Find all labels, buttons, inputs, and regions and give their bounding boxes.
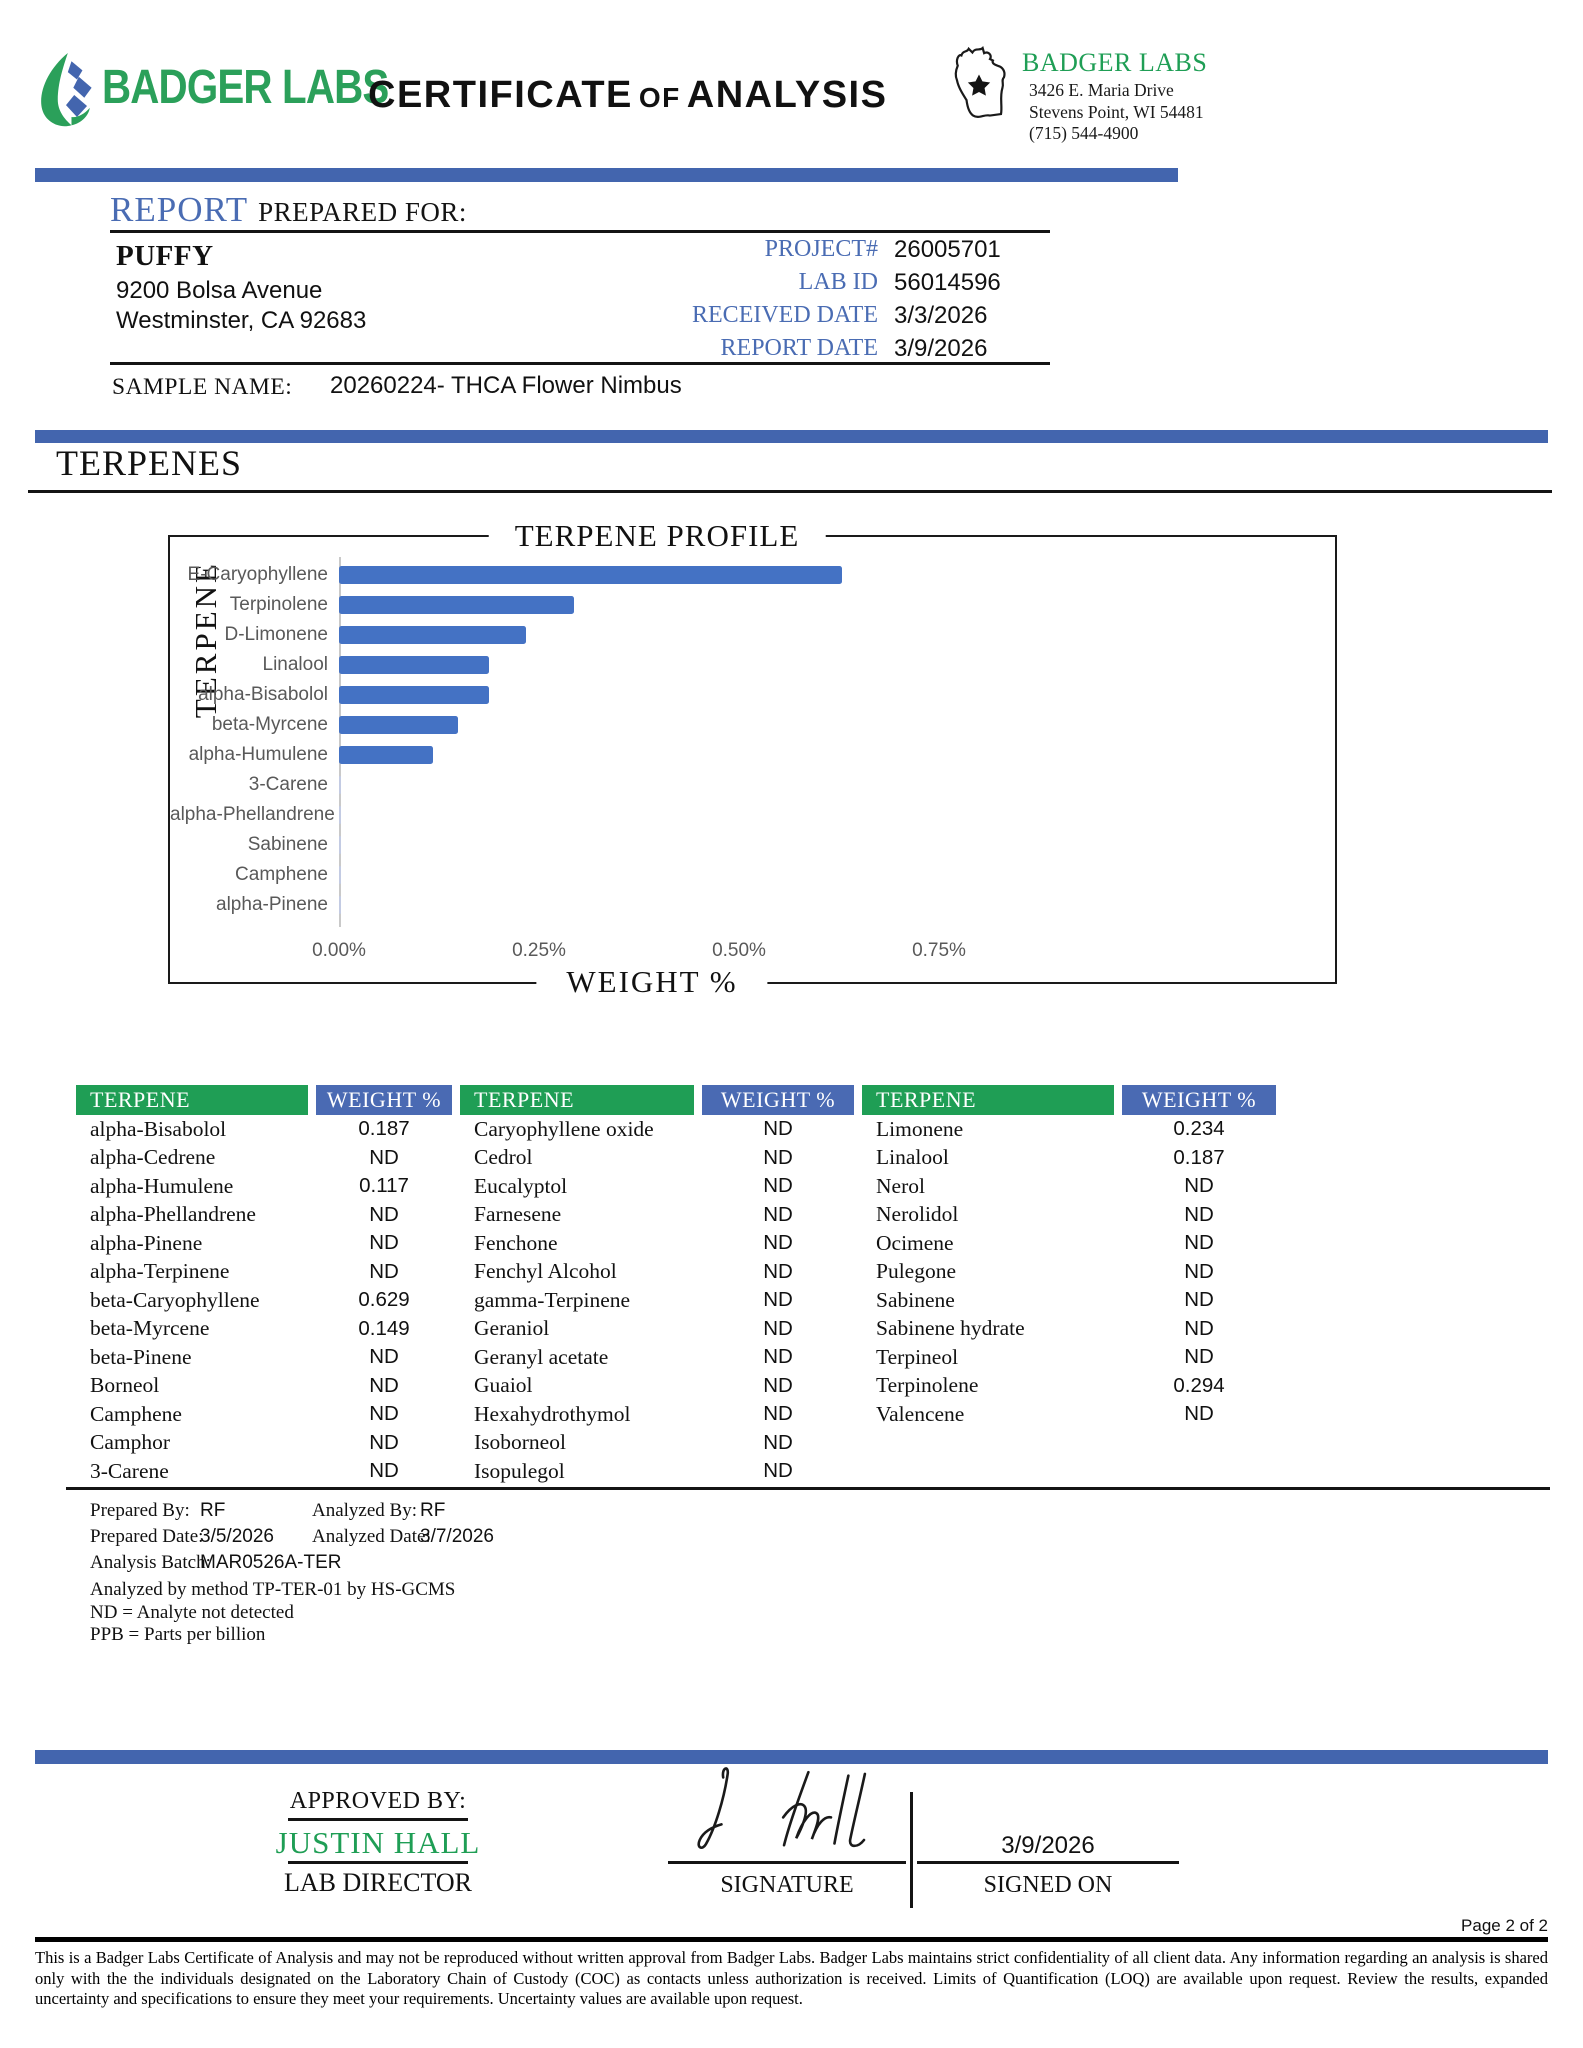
table-cell-terpene: Fenchone: [474, 1230, 558, 1255]
signature-handwriting: [678, 1760, 904, 1860]
table-cell-terpene: Isopulegol: [474, 1458, 565, 1483]
chart-bar-area: [339, 836, 1270, 854]
approved-by-rule: [288, 1818, 468, 1821]
project-number-value: 26005701: [894, 236, 1001, 263]
chart-y-axis-label: TERPENE: [188, 541, 224, 738]
table-cell-weight: 0.234: [1173, 1117, 1225, 1141]
chart-category-label: alpha-Humulene: [188, 744, 328, 765]
chart-x-tick-label: 0.00%: [312, 940, 366, 961]
section-underline: [28, 490, 1552, 493]
table-cell-terpene: [862, 1429, 1114, 1458]
table-cell-weight: ND: [369, 1231, 399, 1255]
chart-bar: [339, 776, 341, 794]
table-cell-weight: ND: [369, 1459, 399, 1483]
table-header-terpene: TERPENE: [862, 1085, 1114, 1115]
chart-bar: [339, 656, 489, 674]
table-cell-terpene: Fenchyl Alcohol: [474, 1259, 617, 1284]
chart-category-label: 3-Carene: [248, 774, 328, 795]
chart-row: [170, 650, 1270, 680]
signed-on-date: 3/9/2026: [1001, 1832, 1095, 1859]
table-cell-weight: ND: [369, 1202, 399, 1226]
table-cell-terpene: Eucalyptol: [474, 1173, 568, 1198]
table-cell-weight: ND: [763, 1231, 793, 1255]
chart-bar-area: [339, 656, 1270, 674]
chart-bar: [339, 686, 489, 704]
table-cell-terpene: Terpinolene: [876, 1373, 979, 1398]
document-title: [368, 74, 887, 117]
chart-bar: [339, 596, 574, 614]
chart-bar-area: [339, 896, 1270, 914]
table-cell-weight: ND: [763, 1459, 793, 1483]
table-header-weight: WEIGHT %: [316, 1085, 452, 1115]
chart-x-axis-label: WEIGHT %: [536, 964, 767, 1000]
table-cell-terpene: Ocimene: [876, 1230, 954, 1255]
approver-name: JUSTIN HALL: [275, 1825, 481, 1860]
table-cell-terpene: 3-Carene: [90, 1458, 169, 1483]
chart-bar: [339, 896, 341, 914]
report-label: REPORT: [110, 190, 249, 229]
divider: [110, 362, 1050, 365]
chart-row: [170, 620, 1270, 650]
chart-bar-area: [339, 626, 1270, 644]
chart-category-label: beta-Myrcene: [211, 714, 328, 735]
client-address-line2: Westminster, CA 92683: [116, 307, 367, 334]
title-word-certificate: CERTIFICATE: [368, 74, 633, 116]
table-cell-weight: ND: [1184, 1174, 1214, 1198]
nd-definition-note: ND = Analyte not detected: [90, 1602, 294, 1623]
table-cell-weight: ND: [369, 1373, 399, 1397]
chart-bar-area: [339, 596, 1270, 614]
chart-category-label: Sabinene: [247, 834, 328, 855]
sample-name-value: 20260224- THCA Flower Nimbus: [330, 372, 682, 399]
table-cell-weight: ND: [369, 1430, 399, 1454]
chart-x-tick-label: 0.50%: [712, 940, 766, 961]
prepared-for-label: PREPARED FOR:: [258, 197, 467, 227]
table-cell-terpene: Cedrol: [474, 1145, 533, 1170]
chart-bars-area: [170, 560, 1270, 920]
chart-bar-area: [339, 866, 1270, 884]
chart-row: [170, 740, 1270, 770]
title-word-of: OF: [638, 82, 681, 113]
lab-id-label: LAB ID: [798, 269, 878, 295]
footer-vertical-divider: [910, 1792, 913, 1908]
table-cell-weight: 0.149: [358, 1316, 410, 1340]
table-header-terpene: TERPENE: [460, 1085, 694, 1115]
table-cell-weight: ND: [763, 1202, 793, 1226]
chart-bar: [339, 806, 341, 824]
table-cell-weight: ND: [369, 1345, 399, 1369]
table-bottom-rule: [66, 1487, 1550, 1490]
chart-bar: [339, 716, 458, 734]
wisconsin-map-icon: [946, 38, 1012, 130]
chart-row: [170, 560, 1270, 590]
terpene-table-header: [76, 1085, 1276, 1115]
analysis-batch-label: Analysis Batch:: [90, 1552, 211, 1573]
client-name: PUFFY: [116, 240, 214, 272]
table-cell-terpene: Hexahydrothymol: [474, 1401, 631, 1426]
table-cell-terpene: alpha-Pinene: [90, 1230, 203, 1255]
prepared-by-label: Prepared By:: [90, 1500, 190, 1521]
signature-label: SIGNATURE: [720, 1872, 854, 1898]
chart-row: [170, 800, 1270, 830]
chart-bar-area: [339, 746, 1270, 764]
chart-category-label: Linalool: [262, 654, 328, 675]
table-cell-weight: 0.294: [1173, 1373, 1225, 1397]
analyzed-by-value: RF: [420, 1500, 446, 1521]
lab-address-line2: Stevens Point, WI 54481: [1029, 101, 1204, 122]
table-cell-weight: ND: [763, 1288, 793, 1312]
chart-bar-area: [339, 806, 1270, 824]
table-cell-weight: ND: [763, 1117, 793, 1141]
chart-row: [170, 830, 1270, 860]
chart-bar: [339, 566, 842, 584]
table-cell-weight: ND: [369, 1145, 399, 1169]
table-cell-terpene: Sabinene: [876, 1287, 955, 1312]
chart-bar-area: [339, 776, 1270, 794]
table-cell-weight: ND: [369, 1259, 399, 1283]
lab-address-line1: 3426 E. Maria Drive: [1029, 80, 1174, 100]
report-date-value: 3/9/2026: [894, 335, 988, 362]
footer-thick-rule: [35, 1937, 1548, 1942]
chart-bar: [339, 746, 433, 764]
chart-bar: [339, 866, 341, 884]
table-cell-weight: ND: [763, 1402, 793, 1426]
table-cell-terpene: Pulegone: [876, 1259, 957, 1284]
signed-on-rule: [917, 1861, 1179, 1864]
page-number: Page 2 of 2: [1461, 1916, 1548, 1935]
table-cell-terpene: Linalool: [876, 1145, 949, 1170]
ppb-definition-note: PPB = Parts per billion: [90, 1624, 266, 1645]
disclaimer-text: This is a Badger Labs Certificate of Analysis and may not be reproduced without written approval from Badger Labs. Badger Labs maintains strict confidentiality of all client data. Any information regarding an analysis is shared only with the the individuals designated on the Laboratory Chain of Custody (COC) as contacts unless authorization is received. Limits of Quantification (LOQ) are available upon request. Review the results, expanded uncertainty and specifications to ensure they meet your requirements. Uncertainty values are available upon request.: [35, 1948, 1548, 2008]
table-cell-terpene: Valencene: [876, 1401, 965, 1426]
table-cell-terpene: Nerolidol: [876, 1202, 959, 1227]
table-cell-weight: ND: [1184, 1345, 1214, 1369]
chart-x-tick-label: 0.25%: [512, 940, 566, 961]
table-cell-terpene: Caryophyllene oxide: [474, 1116, 654, 1141]
table-cell-terpene: beta-Caryophyllene: [90, 1287, 260, 1312]
terpene-table-body: [76, 1115, 1276, 1486]
terpenes-section-title: TERPENES: [56, 443, 243, 483]
approver-rule: [288, 1861, 468, 1864]
table-header-terpene: TERPENE: [76, 1085, 308, 1115]
signed-on-label: SIGNED ON: [983, 1872, 1113, 1898]
sample-name-label: SAMPLE NAME:: [112, 374, 293, 400]
analyzed-date-value: 3/7/2026: [420, 1526, 494, 1547]
table-cell-weight: ND: [1184, 1316, 1214, 1340]
chart-bar: [339, 836, 341, 854]
table-cell-weight: [1122, 1457, 1276, 1486]
chart-row: [170, 680, 1270, 710]
report-prepared-for-heading: [110, 190, 467, 230]
header-accent-bar: [35, 168, 1178, 182]
analyzed-date-label: Analyzed Date:: [312, 1526, 431, 1547]
table-cell-weight: ND: [763, 1259, 793, 1283]
divider: [110, 230, 1050, 233]
lab-name: BADGER LABS: [1022, 48, 1208, 77]
terpene-profile-chart: [168, 518, 1337, 999]
table-header-weight: WEIGHT %: [1122, 1085, 1276, 1115]
table-cell-terpene: alpha-Phellandrene: [90, 1202, 256, 1227]
table-cell-terpene: alpha-Cedrene: [90, 1145, 216, 1170]
chart-category-label: E-Caryophyllene: [187, 564, 328, 585]
chart-category-label: Terpinolene: [229, 594, 328, 615]
analyzed-by-label: Analyzed By:: [312, 1500, 418, 1521]
table-cell-weight: ND: [1184, 1202, 1214, 1226]
report-date-label: REPORT DATE: [720, 335, 878, 361]
table-cell-weight: 0.187: [358, 1117, 410, 1141]
chart-bar-area: [339, 566, 1270, 584]
chart-row: [170, 860, 1270, 890]
table-cell-weight: ND: [763, 1316, 793, 1340]
table-cell-weight: ND: [1184, 1259, 1214, 1283]
chart-title: TERPENE PROFILE: [489, 518, 826, 554]
table-cell-weight: ND: [763, 1145, 793, 1169]
lab-phone: (715) 544-4900: [1029, 123, 1139, 143]
table-cell-weight: 0.117: [359, 1174, 409, 1198]
table-cell-terpene: Isoborneol: [474, 1430, 566, 1455]
lab-address-block: [1029, 80, 1204, 145]
table-cell-terpene: alpha-Terpinene: [90, 1259, 230, 1284]
chart-row: [170, 890, 1270, 920]
table-cell-terpene: alpha-Humulene: [90, 1173, 234, 1198]
table-cell-weight: [1122, 1429, 1276, 1458]
table-cell-terpene: Geraniol: [474, 1316, 550, 1341]
table-cell-weight: 0.629: [358, 1288, 410, 1312]
table-header-weight: WEIGHT %: [702, 1085, 854, 1115]
table-cell-terpene: beta-Myrcene: [90, 1316, 210, 1341]
received-date-label: RECEIVED DATE: [692, 302, 878, 328]
prepared-by-value: RF: [200, 1500, 226, 1521]
chart-category-label: alpha-Phellandrene: [170, 804, 335, 825]
chart-x-ticks: [312, 940, 1139, 964]
method-note: Analyzed by method TP-TER-01 by HS-GCMS: [90, 1579, 456, 1600]
table-cell-terpene: gamma-Terpinene: [474, 1287, 631, 1312]
chart-row: [170, 590, 1270, 620]
analysis-batch-value: MAR0526A-TER: [200, 1552, 342, 1573]
table-cell-terpene: Farnesene: [474, 1202, 562, 1227]
chart-bar-area: [339, 686, 1270, 704]
table-cell-terpene: [862, 1457, 1114, 1486]
chart-bar: [339, 626, 526, 644]
approved-by-label: APPROVED BY:: [289, 1788, 467, 1814]
chart-x-tick-label: 0.75%: [912, 940, 966, 961]
table-cell-terpene: Sabinene hydrate: [876, 1316, 1025, 1341]
chart-category-label: alpha-Pinene: [216, 894, 328, 915]
prepared-date-value: 3/5/2026: [200, 1526, 274, 1547]
badger-labs-leaf-logo-icon: [34, 50, 98, 130]
table-cell-weight: ND: [369, 1402, 399, 1426]
chart-category-label: Camphene: [235, 864, 328, 885]
brand-wordmark: BADGER LABS: [102, 61, 389, 114]
received-date-value: 3/3/2026: [894, 302, 988, 329]
table-cell-weight: ND: [763, 1174, 793, 1198]
table-cell-terpene: beta-Pinene: [90, 1344, 192, 1369]
chart-row: [170, 770, 1270, 800]
table-cell-terpene: Terpineol: [876, 1344, 959, 1369]
table-cell-weight: ND: [1184, 1231, 1214, 1255]
chart-bar-area: [339, 716, 1270, 734]
section-accent-bar: [35, 430, 1548, 443]
approver-title: LAB DIRECTOR: [283, 1868, 473, 1897]
chart-row: [170, 710, 1270, 740]
title-word-analysis: ANALYSIS: [686, 74, 888, 116]
table-cell-terpene: Camphene: [90, 1401, 182, 1426]
table-cell-weight: ND: [763, 1373, 793, 1397]
client-address-line1: 9200 Bolsa Avenue: [116, 277, 323, 304]
table-cell-terpene: alpha-Bisabolol: [90, 1116, 227, 1141]
table-cell-terpene: Guaiol: [474, 1373, 533, 1398]
table-cell-weight: ND: [763, 1345, 793, 1369]
table-cell-terpene: Nerol: [876, 1173, 925, 1198]
table-cell-weight: ND: [1184, 1288, 1214, 1312]
lab-id-value: 56014596: [894, 269, 1001, 296]
table-cell-weight: 0.187: [1173, 1145, 1225, 1169]
project-number-label: PROJECT#: [764, 236, 878, 262]
signature-rule: [668, 1861, 906, 1864]
table-cell-weight: ND: [763, 1430, 793, 1454]
prepared-date-label: Prepared Date:: [90, 1526, 204, 1547]
table-cell-terpene: Borneol: [90, 1373, 160, 1398]
table-cell-weight: ND: [1184, 1402, 1214, 1426]
table-cell-terpene: Geranyl acetate: [474, 1344, 609, 1369]
chart-category-label: alpha-Bisabolol: [198, 684, 328, 705]
table-cell-terpene: Limonene: [876, 1116, 964, 1141]
table-cell-terpene: Camphor: [90, 1430, 171, 1455]
chart-category-label: D-Limonene: [224, 624, 328, 645]
